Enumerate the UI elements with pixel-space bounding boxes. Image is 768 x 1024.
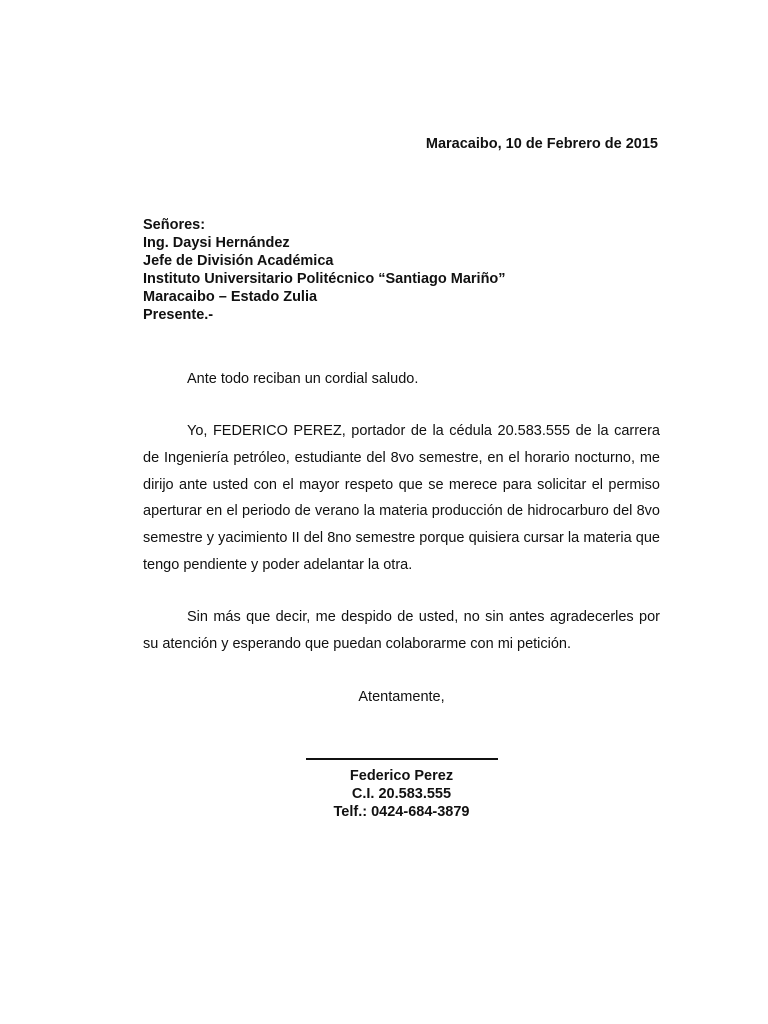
request-paragraph: Yo, FEDERICO PEREZ, portador de la cédula 20.583.555 de la carrera de Ingeniería petróleo, estudiante del 8vo semestre, en el horario nocturno, me dirijo ante usted con el mayor respeto que se merece para solicitar el permiso aperturar en el periodo de verano la materia producción de hidrocarburo del 8vo semestre y yacimiento II del 8no semestre porque quisiera cursar la materia que tengo pendiente y poder adelantar la otra. bbox=[143, 423, 660, 573]
signature-phone: Telf.: 0424-684-3879 bbox=[333, 804, 470, 820]
closing-line: Atentamente, bbox=[358, 689, 445, 705]
signature-line bbox=[306, 744, 498, 760]
signature-name: Federico Perez bbox=[349, 768, 454, 784]
signature-id: C.I. 20.583.555 bbox=[351, 786, 452, 802]
greeting-paragraph: Ante todo reciban un cordial saludo. bbox=[187, 371, 419, 387]
addressee-position: Jefe de División Académica bbox=[143, 253, 334, 269]
date-line: Maracaibo, 10 de Febrero de 2015 bbox=[425, 136, 658, 152]
addressee-institution: Instituto Universitario Politécnico “Santiago Mariño” bbox=[143, 271, 506, 287]
addressee-salutation: Señores: bbox=[143, 217, 206, 233]
signature-block bbox=[143, 744, 660, 821]
addressee-location: Maracaibo – Estado Zulia bbox=[143, 289, 318, 305]
addressee-block bbox=[143, 216, 506, 324]
farewell-paragraph: Sin más que decir, me despido de usted, no sin antes agradecerles por su atención y esperando que puedan colaborarme con mi petición. bbox=[143, 609, 660, 652]
addressee-name: Ing. Daysi Hernández bbox=[143, 235, 290, 251]
addressee-presente: Presente.- bbox=[143, 307, 214, 323]
